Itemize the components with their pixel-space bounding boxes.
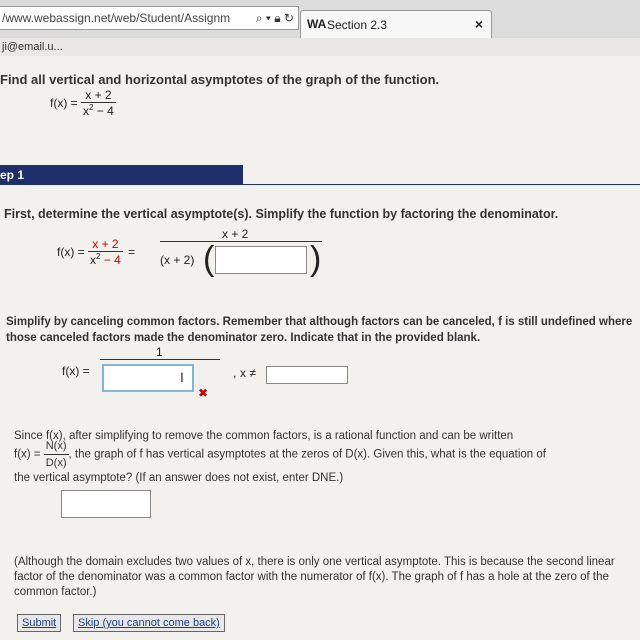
factored-numerator: x + 2	[222, 227, 249, 241]
since-text-line3: the vertical asymptote? (If an answer does not exist, enter DNE.)	[14, 472, 344, 484]
known-factor: (x + 2)	[160, 253, 195, 267]
close-paren: )	[310, 240, 322, 278]
since-continuation: , the graph of f has vertical asymptotes at the zeros of D(x). Given this, what is the equation of	[68, 448, 546, 461]
text-cursor-icon: I	[180, 369, 184, 385]
problem-fraction	[81, 88, 116, 118]
since-fx-label: f(x) =	[14, 448, 41, 461]
factor-den-const: − 4	[100, 253, 121, 267]
problem-den-x: x	[83, 104, 90, 118]
problem-numerator: x + 2	[85, 88, 112, 102]
factored-fraction-bar	[160, 241, 322, 242]
since-text-line1: Since f(x), after simplifying to remove the common factors, is a rational function and can be written	[14, 430, 514, 442]
simplify-instruction: Simplify by canceling common factors. Remember that although factors can be canceled, f is still undefined where those canceled factors made the denominator zero. Indicate that in the provided blank.	[6, 316, 633, 344]
address-icons	[256, 7, 294, 29]
step-header	[0, 165, 243, 185]
search-icon[interactable]: ⌕	[255, 11, 263, 25]
problem-den-exp: 2	[89, 103, 94, 112]
webassign-logo-icon: WA	[307, 17, 327, 31]
excluded-value-input[interactable]	[266, 366, 348, 384]
comma-separator: ,	[233, 366, 237, 380]
since-numerator: N(x)	[45, 440, 67, 452]
since-fraction	[44, 438, 69, 471]
problem-fx-label: f(x) =	[50, 96, 78, 110]
problem-function	[50, 88, 116, 118]
close-tab-icon[interactable]: ×	[474, 16, 483, 32]
vertical-asymptote-input[interactable]	[61, 490, 151, 518]
skip-button[interactable]: Skip (you cannot come back)	[73, 614, 225, 632]
browser-tab[interactable]	[300, 10, 492, 39]
factoring-row	[57, 237, 135, 267]
step-instruction: First, determine the vertical asymptote(s). Simplify the function by factoring the denominator.	[4, 207, 559, 221]
since-text-line2	[14, 438, 640, 471]
step-label: ep 1	[0, 168, 25, 182]
address-url[interactable]: /www.webassign.net/web/Student/Assignm	[2, 11, 231, 25]
incorrect-icon: ✖	[198, 386, 209, 400]
address-bar[interactable]	[0, 6, 299, 30]
simplified-fraction-bar	[100, 359, 220, 360]
refresh-icon[interactable]: ↻	[283, 11, 294, 25]
step-divider	[243, 184, 640, 185]
open-paren: (	[203, 240, 215, 278]
factor-den-x: x	[90, 253, 97, 267]
user-bar	[0, 38, 640, 56]
submit-button[interactable]: Submit	[17, 614, 61, 632]
factor-input[interactable]	[215, 246, 307, 274]
simplified-denominator-input[interactable]	[102, 364, 194, 392]
simplified-fx-label: f(x) =	[62, 364, 90, 378]
problem-prompt: Find all vertical and horizontal asymptotes of the graph of the function.	[0, 72, 440, 87]
lock-icon: 🔒︎	[274, 11, 281, 25]
tab-title: Section 2.3	[327, 18, 388, 32]
factor-den-exp: 2	[96, 252, 101, 261]
dropdown-icon[interactable]: ▾	[265, 11, 271, 25]
user-email: ji@email.u...	[2, 41, 63, 53]
equals-sign: =	[128, 245, 136, 259]
problem-den-const: − 4	[93, 104, 114, 118]
simplified-numerator: 1	[156, 345, 163, 359]
factor-numerator: x + 2	[92, 237, 119, 251]
domain-note: (Although the domain excludes two values of x, there is only one vertical asymptote. This is because the second linear factor of the denominator was a common factor with the numerator of f(x). The graph of f has a hole at the zero of the common factor.)	[14, 556, 615, 598]
factor-fx-label: f(x) =	[57, 245, 85, 259]
factor-fraction	[88, 237, 123, 267]
since-denominator: D(x)	[45, 457, 67, 469]
x-not-equal-label: x ≠	[240, 366, 256, 380]
